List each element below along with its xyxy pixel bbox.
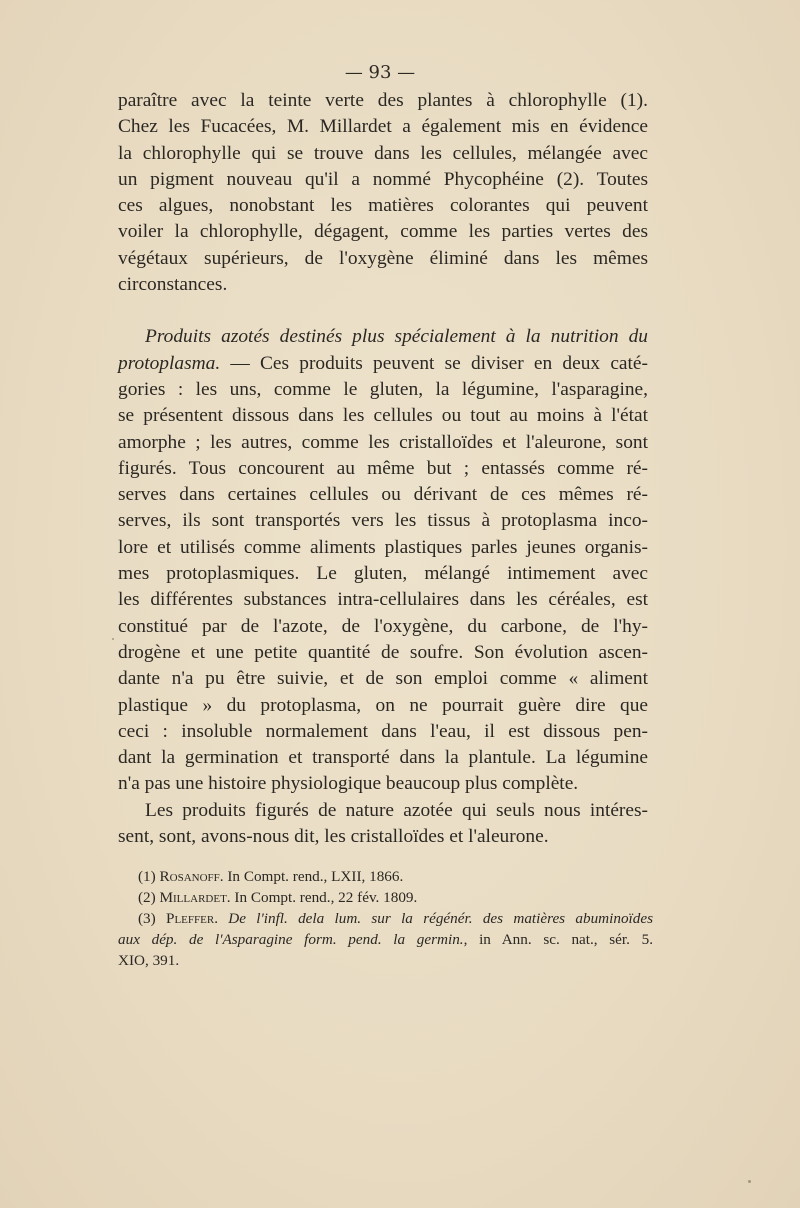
- text-line: serves dans certaines cellules ou dérivant de ces mêmes ré-: [118, 484, 648, 506]
- footnote-2: [118, 887, 653, 908]
- text-line: Chez les Fucacées, M. Millardet a également mis en évidence: [118, 116, 648, 138]
- footnote-1: [118, 866, 653, 887]
- footnote-author: Rosanoff.: [159, 868, 224, 885]
- section-heading: Produits azotés destinés plus spécialement à la nutrition du: [145, 326, 648, 348]
- heading-continuation: — Ces produits peuvent se diviser en deux caté-: [220, 352, 648, 374]
- text-line: lore et utilisés comme aliments plastiques parles jeunes organis-: [118, 536, 648, 558]
- text-line: paraître avec la teinte verte des plantes à chlorophylle (1).: [118, 90, 648, 111]
- paragraph-gap: [118, 298, 648, 324]
- text-line: dant la germination et transporté dans la plantule. La légumine: [118, 747, 648, 769]
- footnote-marker: (2): [138, 889, 156, 906]
- paragraph-chlorophylle: [118, 88, 648, 298]
- text-line: ceci : insoluble normalement dans l'eau, il est dissous pen-: [118, 720, 648, 742]
- footnote-marker: (1): [138, 868, 156, 885]
- page-number: — 93 —: [344, 62, 416, 83]
- main-text: [118, 88, 648, 850]
- text-line: la chlorophylle qui se trouve dans les cellules, mélangée avec: [118, 142, 648, 164]
- footnote-marker: (3): [138, 910, 156, 927]
- text-line: végétaux supérieurs, de l'oxygène éliminé dans les mêmes: [118, 247, 648, 269]
- footnote-title: aux dép. de l'Asparagine form. pend. la germin.: [118, 931, 464, 948]
- footnote-author: Pleffer.: [166, 910, 218, 927]
- footnote-author: Millardet.: [159, 889, 231, 906]
- heading-term: protoplasma.: [118, 352, 221, 374]
- text-line: serves, ils sont transportés vers les tissus à protoplasma inco-: [118, 510, 648, 532]
- text-line: voiler la chlorophylle, dégagent, comme les parties vertes des: [118, 221, 648, 243]
- text-line: gories : les uns, comme le gluten, la légumine, l'asparagine,: [118, 378, 648, 400]
- text-line: dante n'a pu être suivie, et de son emploi comme « aliment: [118, 668, 648, 690]
- paragraph-produits-figures: [118, 798, 648, 851]
- text-line: se présentent dissous dans les cellules ou tout au moins à l'état: [118, 405, 648, 427]
- text-line: figurés. Tous concourent au même but ; entassés comme ré-: [118, 457, 648, 479]
- footnote-3: [118, 908, 653, 929]
- text-line: mes protoplasmiques. Le gluten, mélangé intimement avec: [118, 563, 648, 585]
- text-line: circonstances.: [118, 274, 228, 296]
- text-line: n'a pas une histoire physiologique beaucoup plus complète.: [118, 773, 579, 795]
- text-line: drogène et une petite quantité de soufre. Son évolution ascen-: [118, 641, 648, 663]
- text-line: les différentes substances intra-cellulaires dans les céréales, est: [118, 589, 648, 611]
- text-line: sent, sont, avons-nous dit, les cristalloïdes et l'aleurone.: [118, 826, 549, 848]
- footnote-reference: In Compt. rend., LXII, 1866.: [223, 868, 404, 885]
- text-line: plastique » du protoplasma, on ne pourrait guère dire que: [118, 694, 648, 716]
- text-line: [118, 351, 648, 377]
- paper-speck: [748, 1180, 751, 1183]
- paper-speck: [112, 638, 114, 640]
- footnote-3-continued: [118, 929, 653, 950]
- text-line: constitué par de l'azote, de l'oxygène, du carbone, de l'hy-: [118, 615, 648, 637]
- text-line: ces algues, nonobstant les matières colorantes qui peuvent: [118, 195, 648, 217]
- footnote-reference: In Compt. rend., 22 fév. 1809.: [230, 889, 418, 906]
- text-line: amorphe ; les autres, comme les cristalloïdes et l'aleurone, sont: [118, 431, 648, 453]
- text-line: Les produits figurés de nature azotée qui seuls nous intéres-: [145, 799, 648, 821]
- footnotes: [118, 866, 653, 971]
- footnote-3-volume: XIO, 391.: [118, 952, 180, 969]
- paragraph-produits-azotes: [118, 324, 648, 797]
- footnote-title: De l'infl. dela lum. sur la régénér. des matières abuminoïdes: [218, 910, 653, 927]
- text-line: un pigment nouveau qu'il a nommé Phycophéine (2). Toutes: [118, 168, 648, 190]
- footnote-reference: , in Ann. sc. nat., sér. 5.: [463, 931, 653, 948]
